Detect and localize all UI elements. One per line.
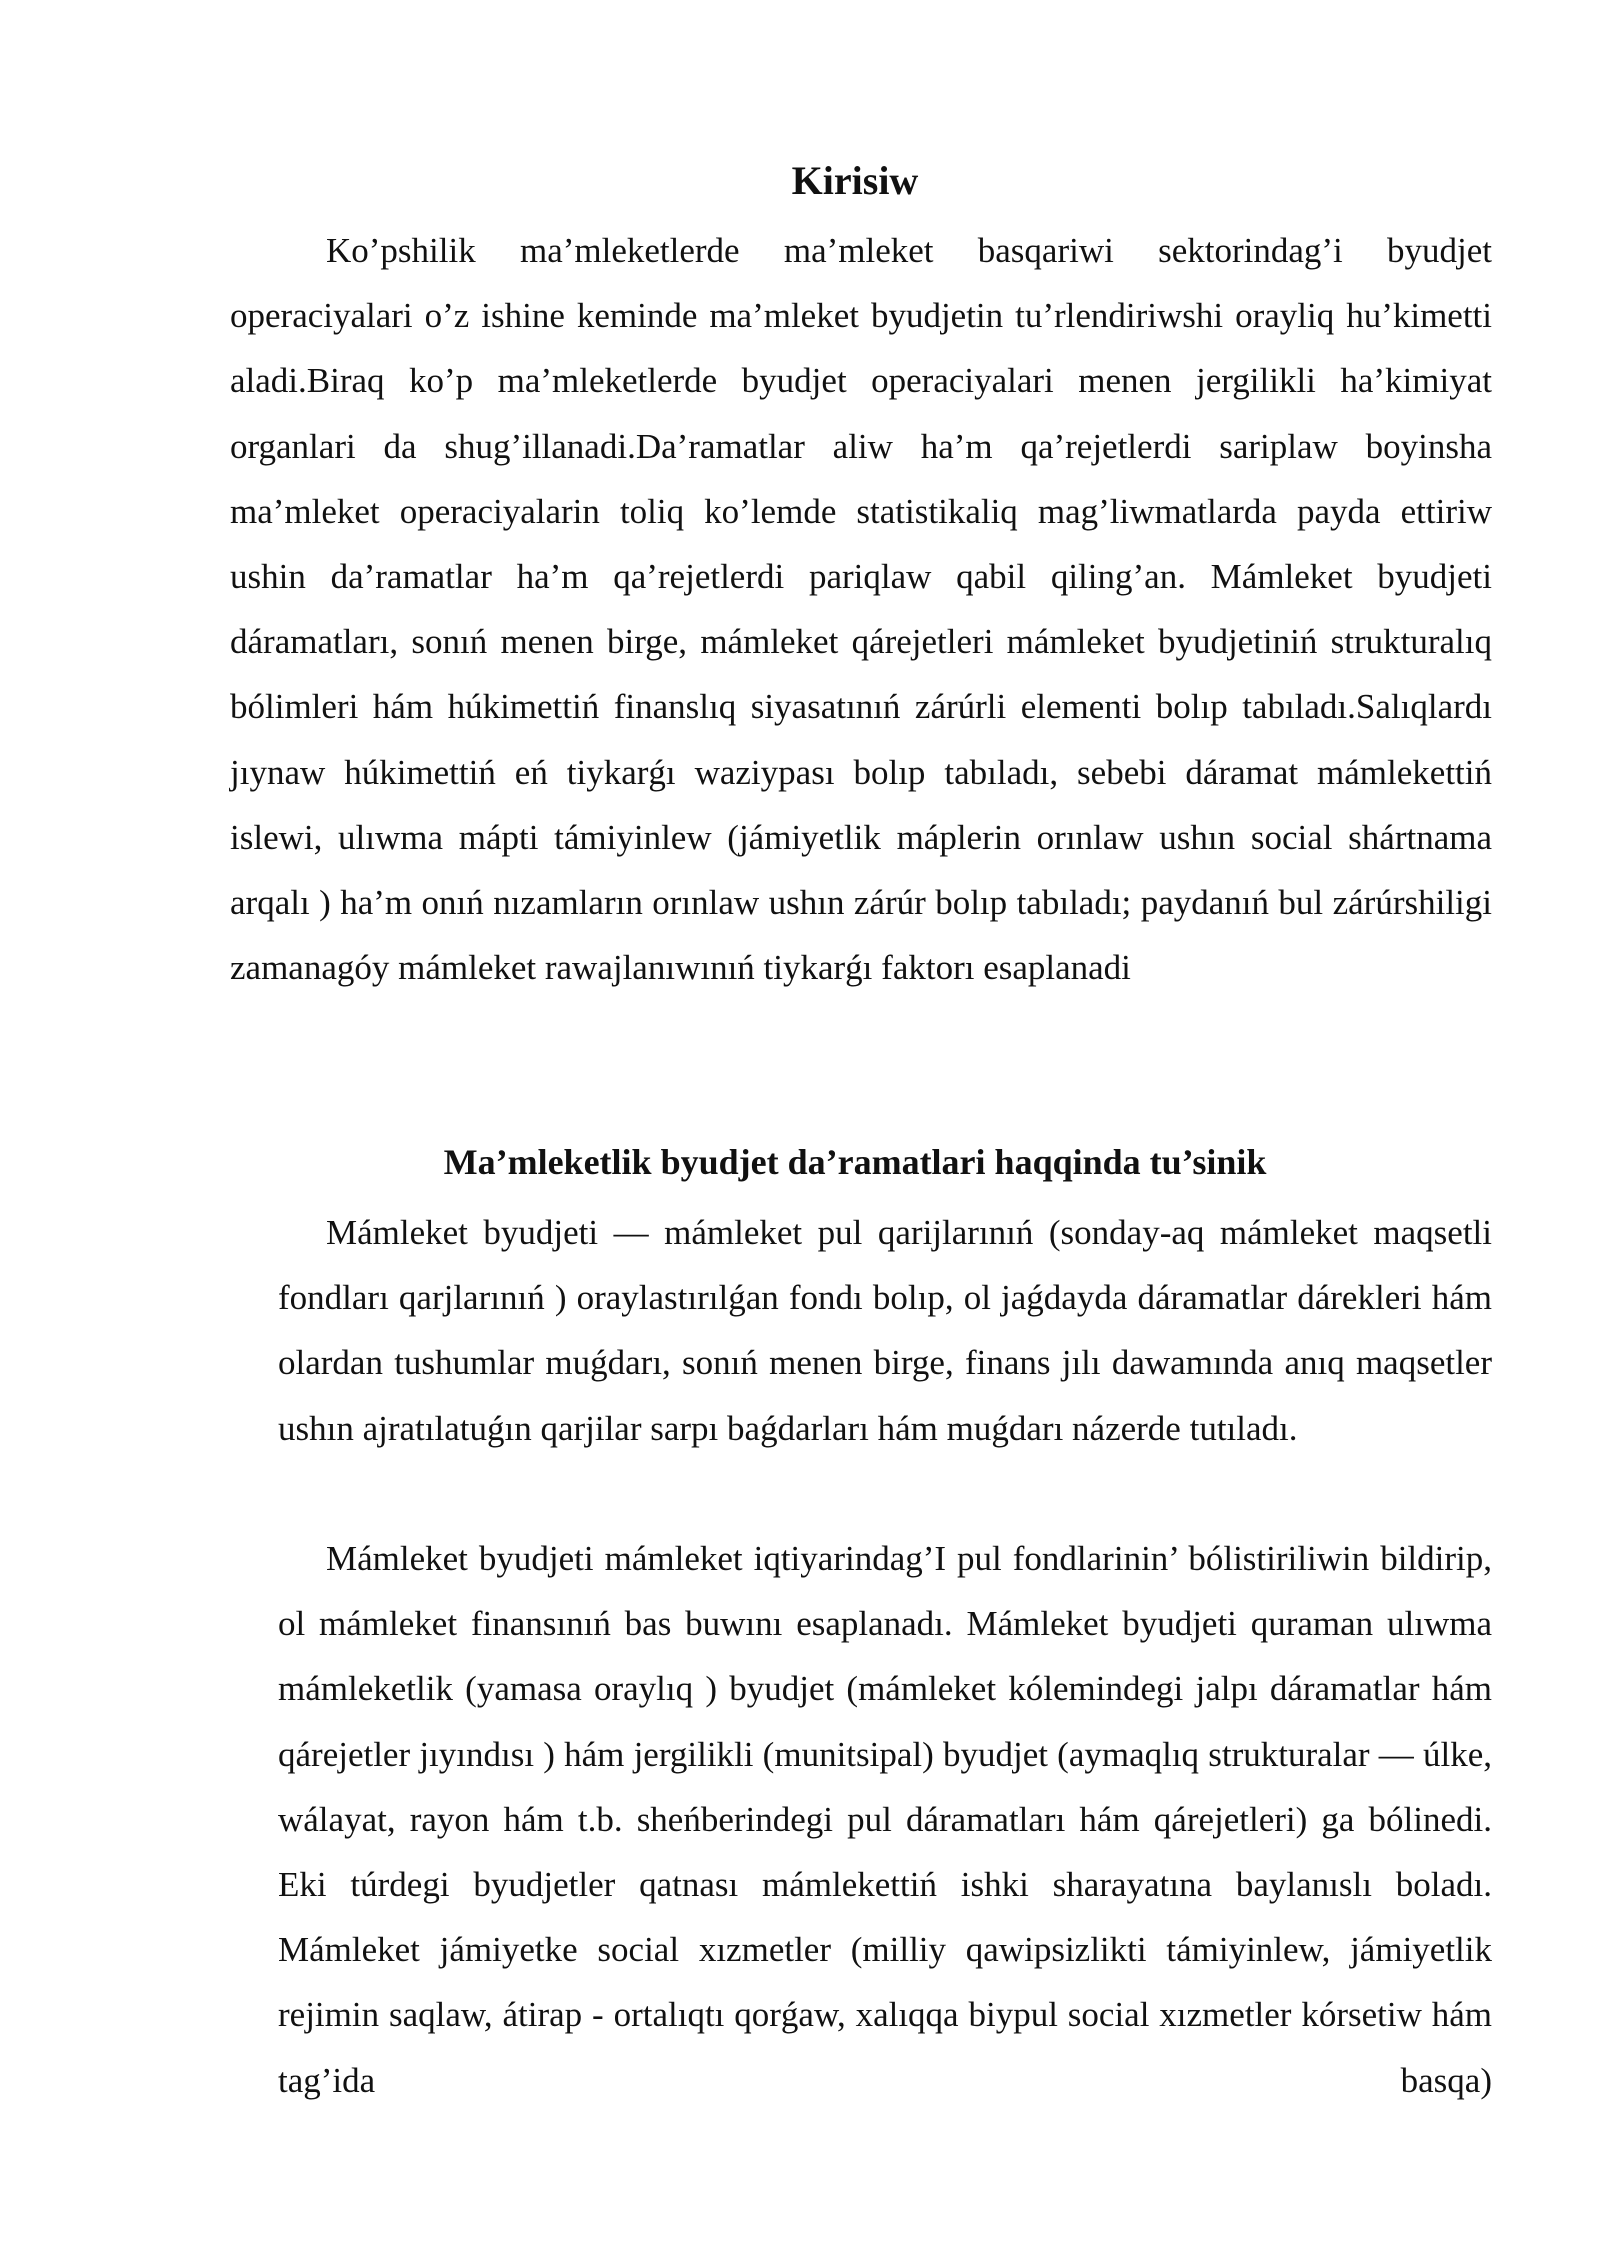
body-paragraph: Mámleket byudjeti — mámleket pul qarijlarınıń (sonday-aq mámleket maqsetli fondları qarjlarınıń ) oraylastırılǵan fondı bolıp, ol jaǵdayda dáramatlar dárekleri hám olardan tushumlar muǵdarı, sonıń menen birge, finans jılı dawamında anıq maqsetler ushın ajratılatuǵın qarjilar sarpı baǵdarları hám muǵdarı názerde tutıladı. xyxy=(278,1213,1492,1448)
intro-paragraph: Ko’pshilik ma’mleketlerde ma’mleket basqariwi sektorindag’i byudjet operaciyalari o’z ishine keminde ma’mleket byudjetin tu’rlendiriwshi orayliq hu’kimetti aladi.Biraq ko’p ma’mleketlerde byudjet operaciyalari menen jergilikli ha’kimiyat organlari da shug’illanadi.Da’ramatlar aliw ha’m qa’rejetlerdi sariplaw boyinsha ma’mleket operaciyalarin toliq ko’lemde statistikaliq mag’liwmatlarda payda ettiriw ushin da’ramatlar ha’m qa’rejetlerdi pariqlaw qabil qiling’an. Mámleket byudjeti dáramatları, sonıń menen birge, mámleket qárejetleri mámleket byudjetiniń strukturalıq bólimleri hám húkimettiń finanslıq siyasatınıń zárúrli elementi bolıp tabıladı.Salıqlardı jıynaw húkimettiń eń tiykarǵı waziypası bolıp tabıladı, sebebi dáramat mámlekettiń islewi, ulıwma mápti támiyinlew (jámiyetlik máplerin orınlaw ushın social shártnama arqalı ) ha’m onıń nızamların orınlaw ushın zárúr bolıp tabıladı; paydanıń bul zárúrshiligi zamanagóy mámleket rawajlanıwınıń tiykarǵı faktorı esaplanadi xyxy=(230,231,1492,988)
body-paragraph: Mámleket byudjeti mámleket iqtiyarindag’I pul fondlarinin’ bólistiriliwin bildirip, ol mámleket finansınıń bas buwını esaplanadı. Mámleket byudjeti quraman ulıwma mámleketlik (yamasa oraylıq ) byudjet (mámleket kólemindegi jalpı dáramatlar hám qárejetler jıyındısı ) hám jergilikli (munitsipal) byudjet (aymaqlıq strukturalar — úlke, wálayat, rayon hám t.b. sheńberindegi pul dáramatları hám qárejetleri) ga bólinedi. Eki túrdegi byudjetler qatnası mámlekettiń ishki sharayatına baylanıslı boladı. Mámleket jámiyetke social xızmetler (milliy qawipsizlikti támiyinlew, jámiyetlik rejimin saqlaw, átirap - ortalıqtı qorǵaw, xalıqqa biypul social xızmetler kórsetiw hám tag’ida basqa) xyxy=(278,1539,1492,2100)
page-title: Kirisiw xyxy=(791,158,919,203)
section-heading: Ma’mleketlik byudjet da’ramatlari haqqinda tu’sinik xyxy=(443,1142,1267,1182)
